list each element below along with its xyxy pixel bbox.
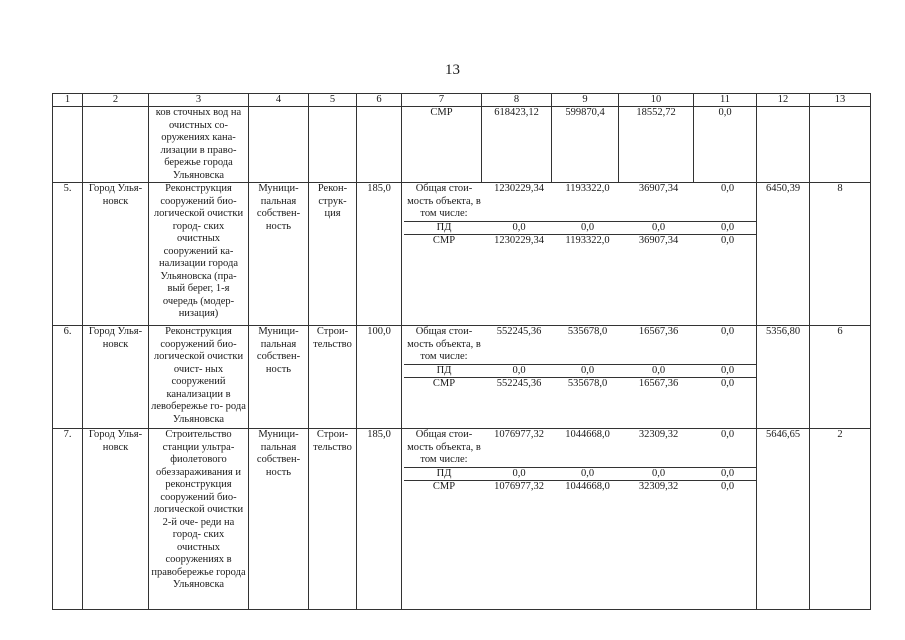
location: Город Улья- новск [83, 183, 149, 326]
cost-breakdown [402, 429, 757, 610]
header-cell: 13 [810, 94, 871, 107]
cost-label-pd: ПД [404, 221, 484, 235]
header-cell: 1 [53, 94, 83, 107]
total-col10: 32309,32 [621, 429, 696, 467]
header-cell: 8 [482, 94, 552, 107]
value-col12: 5356,80 [757, 326, 810, 429]
header-cell: 7 [402, 94, 482, 107]
value-col8: 618423,12 [482, 107, 552, 183]
pd-col9: 0,0 [554, 364, 621, 378]
total-col9: 1193322,0 [554, 183, 621, 221]
table-row [53, 429, 871, 610]
table-row [53, 326, 871, 429]
row-number: 6. [53, 326, 83, 429]
pd-col10: 0,0 [621, 364, 696, 378]
header-cell: 11 [694, 94, 757, 107]
total-col10: 16567,36 [621, 326, 696, 364]
pd-col11: 0,0 [696, 221, 757, 235]
total-col11: 0,0 [696, 429, 757, 467]
header-cell: 5 [309, 94, 357, 107]
page-number: 13 [445, 62, 460, 78]
smr-col8: 1230229,34 [494, 235, 544, 246]
cost-label-smr: СМР [432, 235, 456, 246]
object-name: Реконструкция сооружений био- логической очистки город- ских очистных сооружений ка- нализации города Ульяновска (пра- вый берег, 1-я очередь (модер- низация) [149, 183, 249, 326]
smr-col11: 0,0 [720, 481, 735, 492]
work-type: Рекон- струк- ция [309, 183, 357, 326]
smr-col11: 0,0 [720, 378, 735, 389]
work-type: Строи- тельство [309, 429, 357, 610]
smr-col11: 0,0 [720, 235, 735, 246]
location: Город Улья- новск [83, 326, 149, 429]
value-col11: 0,0 [694, 107, 757, 183]
work-type: Строи- тельство [309, 326, 357, 429]
value-col13: 8 [810, 183, 871, 326]
header-cell: 12 [757, 94, 810, 107]
cost-breakdown [402, 326, 757, 429]
cost-label-pd: ПД [404, 364, 484, 378]
cost-breakdown [402, 183, 757, 326]
ownership: Муници- пальная собствен- ность [249, 183, 309, 326]
capacity: 185,0 [357, 429, 402, 610]
ownership: Муници- пальная собствен- ность [249, 326, 309, 429]
header-cell: 9 [552, 94, 619, 107]
ownership: Муници- пальная собствен- ность [249, 429, 309, 610]
smr-col8: 1076977,32 [494, 481, 544, 492]
total-col9: 535678,0 [554, 326, 621, 364]
cost-label-pd: ПД [404, 467, 484, 481]
smr-col10: 32309,32 [638, 481, 679, 492]
row-number: 7. [53, 429, 83, 610]
pd-col9: 0,0 [554, 467, 621, 481]
pd-col8: 0,0 [484, 467, 554, 481]
smr-col9: 1044668,0 [565, 481, 610, 492]
smr-col10: 36907,34 [638, 235, 679, 246]
total-col11: 0,0 [696, 326, 757, 364]
header-cell: 3 [149, 94, 249, 107]
pd-col10: 0,0 [621, 467, 696, 481]
smr-col8: 552245,36 [496, 378, 542, 389]
location: Город Улья- новск [83, 429, 149, 610]
header-cell: 6 [357, 94, 402, 107]
cost-label-smr: СМР [402, 107, 482, 183]
pd-col8: 0,0 [484, 364, 554, 378]
pd-col8: 0,0 [484, 221, 554, 235]
pd-col9: 0,0 [554, 221, 621, 235]
pd-col11: 0,0 [696, 364, 757, 378]
investment-table [52, 93, 871, 610]
total-col11: 0,0 [696, 183, 757, 221]
row-number: 5. [53, 183, 83, 326]
object-name: Реконструкция сооружений био- логической очистки очист- ных сооружений канализации в левобережье го- рода Ульяновска [149, 326, 249, 429]
value-col9: 599870,4 [552, 107, 619, 183]
value-col13: 2 [810, 429, 871, 610]
total-col8: 552245,36 [484, 326, 554, 364]
header-row [53, 94, 871, 107]
table-row [53, 183, 871, 326]
pd-col11: 0,0 [696, 467, 757, 481]
cost-label-total: Общая стои- мость объекта, в том числе: [404, 429, 484, 467]
object-name: Строительство станции ультра- фиолетового обеззараживания и реконструкция сооружений био- логической очистки 2-й оче- реди на город- ских очистных сооружениях в правобережье города Ульяновска [149, 429, 249, 610]
value-col13: 6 [810, 326, 871, 429]
capacity: 100,0 [357, 326, 402, 429]
total-col10: 36907,34 [621, 183, 696, 221]
value-col12: 5646,65 [757, 429, 810, 610]
cost-label-total: Общая стои- мость объекта, в том числе: [404, 183, 484, 221]
table-row-continuation [53, 107, 871, 183]
smr-col10: 16567,36 [638, 378, 679, 389]
total-col9: 1044668,0 [554, 429, 621, 467]
capacity: 185,0 [357, 183, 402, 326]
pd-col10: 0,0 [621, 221, 696, 235]
header-cell: 10 [619, 94, 694, 107]
value-col10: 18552,72 [619, 107, 694, 183]
total-col8: 1076977,32 [484, 429, 554, 467]
cost-label-total: Общая стои- мость объекта, в том числе: [404, 326, 484, 364]
header-cell: 2 [83, 94, 149, 107]
cost-label-smr: СМР [432, 481, 456, 492]
header-cell: 4 [249, 94, 309, 107]
object-name: ков сточных вод на очистных со- оружениях кана- лизации в право- бережье города Ульяновска [149, 107, 249, 183]
smr-col9: 1193322,0 [565, 235, 610, 246]
total-col8: 1230229,34 [484, 183, 554, 221]
smr-col9: 535678,0 [567, 378, 608, 389]
cost-label-smr: СМР [432, 378, 456, 389]
value-col12: 6450,39 [757, 183, 810, 326]
